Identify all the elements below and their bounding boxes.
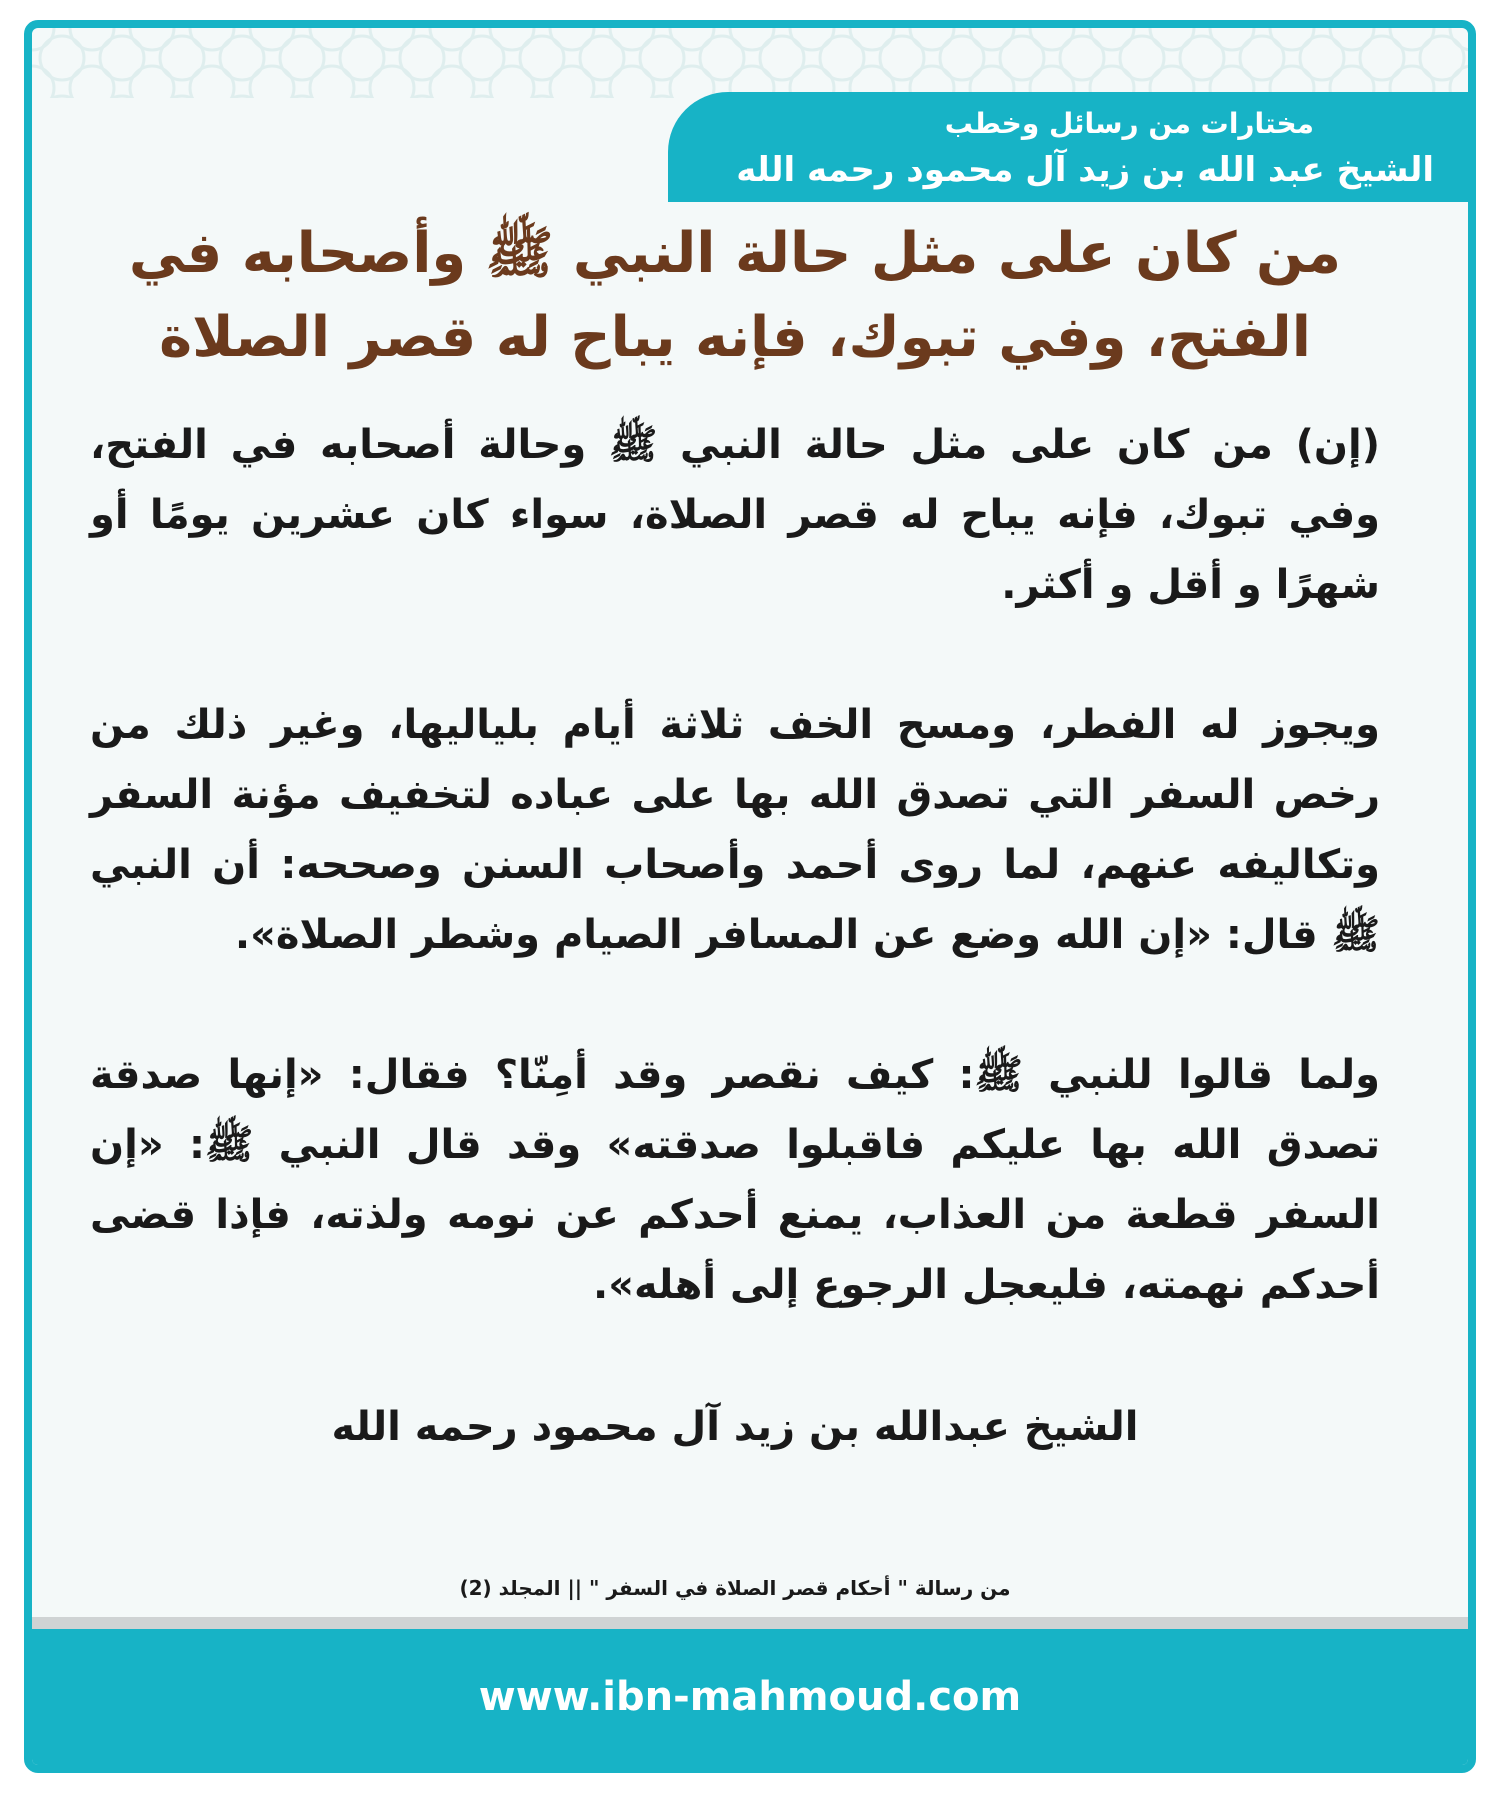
header-subtitle: مختارات من رسائل وخطب — [944, 107, 1314, 140]
source-citation: من رسالة " أحكام قصر الصلاة في السفر " || المجلد (2) — [459, 1576, 1011, 1600]
author-signature: الشيخ عبدالله بن زيد آل محمود رحمه الله — [331, 1404, 1139, 1450]
header-banner — [668, 92, 1468, 202]
article-title: من كان على مثل حالة النبي ﷺ وأصحابه في الفتح، وفي تبوك، فإنه يباح له قصر الصلاة — [128, 221, 1342, 370]
website-url[interactable]: www.ibn-mahmoud.com — [478, 1674, 1022, 1720]
paragraph-2: ويجوز له الفطر، ومسح الخف ثلاثة أيام بلياليها، وغير ذلك من رخص السفر التي تصدق الله بها على عباده لتخفيف مؤنة السفر وتكاليفه عنهم، لما روى أحمد وأصحاب السنن وصححه: أن النبي ﷺ قال: «إن الله وضع عن المسافر الصيام وشطر الصلاة». — [90, 702, 1380, 958]
header-author: الشيخ عبد الله بن زيد آل محمود رحمه الله — [736, 150, 1434, 190]
paragraph-3: ولما قالوا للنبي ﷺ: كيف نقصر وقد أمِنّا؟ فقال: «إنها صدقة تصدق الله بها عليكم فاقبلوا صدقته» وقد قال النبي ﷺ: «إن السفر قطعة من العذاب، يمنع أحدكم عن نومه ولذته، فإذا قضى أحدكم نهمته، فليعجل الرجوع إلى أهله». — [90, 1052, 1380, 1308]
article-body — [90, 410, 1380, 1390]
decorative-pattern — [32, 28, 1468, 98]
paragraph-1: (إن) من كان على مثل حالة النبي ﷺ وحالة أصحابه في الفتح، وفي تبوك، فإنه يباح له قصر الصلاة، سواء كان عشرين يومًا أو شهرًا و أقل و أكثر. — [90, 422, 1380, 608]
